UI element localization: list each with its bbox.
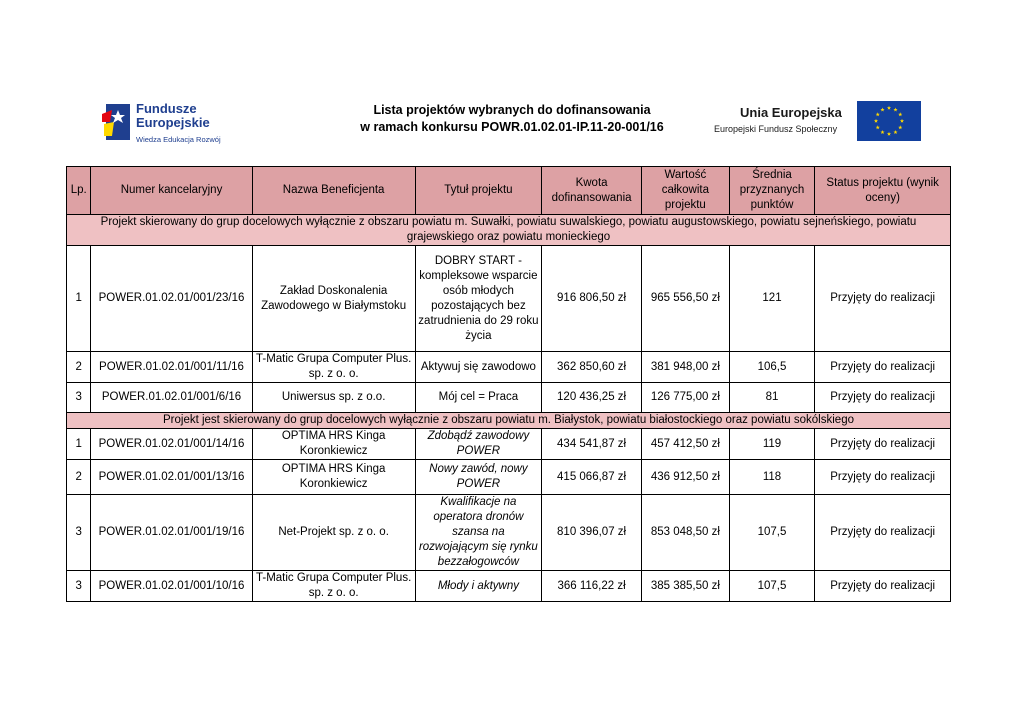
- cell-title: Mój cel = Praca: [415, 383, 541, 413]
- cell-points: 121: [729, 246, 815, 352]
- cell-total: 126 775,00 zł: [642, 383, 730, 413]
- cell-points: 118: [729, 460, 815, 495]
- cell-funding: 434 541,87 zł: [542, 429, 642, 460]
- cell-lp: 2: [67, 460, 91, 495]
- col-header-title: Tytuł projektu: [415, 167, 541, 215]
- cell-number: POWER.01.02.01/001/10/16: [91, 571, 252, 602]
- cell-total: 436 912,50 zł: [642, 460, 730, 495]
- title-line-1: Lista projektów wybranych do dofinansowania: [373, 103, 651, 117]
- table-row: [67, 571, 951, 602]
- table-header-row: [67, 167, 951, 215]
- cell-lp: 3: [67, 383, 91, 413]
- fe-logo-line2: Europejskie: [136, 115, 210, 130]
- cell-number: POWER.01.02.01/001/14/16: [91, 429, 252, 460]
- section-heading: Projekt jest skierowany do grup docelowych wyłącznie z obszaru powiatu m. Białystok, powiatu białostockiego oraz powiatu sokólskiego: [67, 413, 951, 429]
- cell-points: 81: [729, 383, 815, 413]
- cell-number: POWER.01.02.01/001/11/16: [91, 352, 252, 383]
- col-header-status: Status projektu (wynik oceny): [815, 167, 951, 215]
- document-header: [0, 96, 1024, 146]
- cell-funding: 120 436,25 zł: [542, 383, 642, 413]
- cell-beneficiary: T-Matic Grupa Computer Plus. sp. z o. o.: [252, 571, 415, 602]
- cell-title: Młody i aktywny: [415, 571, 541, 602]
- cell-lp: 2: [67, 352, 91, 383]
- cell-total: 457 412,50 zł: [642, 429, 730, 460]
- cell-lp: 3: [67, 571, 91, 602]
- cell-status: Przyjęty do realizacji: [815, 429, 951, 460]
- cell-points: 107,5: [729, 571, 815, 602]
- cell-title: Zdobądź zawodowy POWER: [415, 429, 541, 460]
- cell-status: Przyjęty do realizacji: [815, 246, 951, 352]
- cell-points: 119: [729, 429, 815, 460]
- cell-funding: 415 066,87 zł: [542, 460, 642, 495]
- section-heading-row: [67, 215, 951, 246]
- cell-title: DOBRY START - kompleksowe wsparcie osób młodych pozostających bez zatrudnienia do 29 roku życia: [415, 246, 541, 352]
- cell-total: 965 556,50 zł: [642, 246, 730, 352]
- cell-funding: 366 116,22 zł: [542, 571, 642, 602]
- cell-title: Nowy zawód, nowy POWER: [415, 460, 541, 495]
- cell-lp: 1: [67, 246, 91, 352]
- col-header-points: Średnia przyznanych punktów: [729, 167, 815, 215]
- cell-number: POWER.01.02.01/001/23/16: [91, 246, 252, 352]
- cell-number: POWER.01.02.01/001/6/16: [91, 383, 252, 413]
- unia-europejska-logo: [714, 101, 924, 143]
- fe-logo-tagline: Wiedza Edukacja Rozwój: [136, 135, 221, 144]
- eu-flag-icon: [857, 101, 921, 141]
- table-row: [67, 352, 951, 383]
- cell-beneficiary: Zakład Doskonalenia Zawodowego w Białymstoku: [252, 246, 415, 352]
- col-header-funding: Kwota dofinansowania: [542, 167, 642, 215]
- cell-beneficiary: Uniwersus sp. z o.o.: [252, 383, 415, 413]
- cell-beneficiary: OPTIMA HRS Kinga Koronkiewicz: [252, 460, 415, 495]
- col-header-lp: Lp.: [67, 167, 91, 215]
- col-header-number: Numer kancelaryjny: [91, 167, 252, 215]
- fe-logo-line1: Fundusze: [136, 101, 197, 116]
- table-row: [67, 383, 951, 413]
- cell-total: 381 948,00 zł: [642, 352, 730, 383]
- table-row: [67, 460, 951, 495]
- cell-status: Przyjęty do realizacji: [815, 383, 951, 413]
- cell-beneficiary: OPTIMA HRS Kinga Koronkiewicz: [252, 429, 415, 460]
- table-row: [67, 495, 951, 571]
- cell-points: 106,5: [729, 352, 815, 383]
- cell-status: Przyjęty do realizacji: [815, 495, 951, 571]
- projects-table: [66, 166, 951, 602]
- cell-beneficiary: T-Matic Grupa Computer Plus. sp. z o. o.: [252, 352, 415, 383]
- cell-total: 853 048,50 zł: [642, 495, 730, 571]
- section-heading: Projekt skierowany do grup docelowych wyłącznie z obszaru powiatu m. Suwałki, powiatu suwalskiego, powiatu augustowskiego, powiatu sejneńskiego, powiatu grajewskiego oraz powiatu monieckiego: [67, 215, 951, 246]
- title-line-2: w ramach konkursu POWR.01.02.01-IP.11-20-001/16: [360, 120, 664, 134]
- cell-title: Aktywuj się zawodowo: [415, 352, 541, 383]
- col-header-total: Wartość całkowita projektu: [642, 167, 730, 215]
- cell-points: 107,5: [729, 495, 815, 571]
- cell-beneficiary: Net-Projekt sp. z o. o.: [252, 495, 415, 571]
- table-row: [67, 246, 951, 352]
- cell-funding: 362 850,60 zł: [542, 352, 642, 383]
- cell-title: Kwalifikacje na operatora dronów szansa na rozwojającym się rynku bezzałogowców: [415, 495, 541, 571]
- cell-total: 385 385,50 zł: [642, 571, 730, 602]
- cell-number: POWER.01.02.01/001/13/16: [91, 460, 252, 495]
- cell-lp: 1: [67, 429, 91, 460]
- cell-status: Przyjęty do realizacji: [815, 460, 951, 495]
- section-heading-row: [67, 413, 951, 429]
- cell-status: Przyjęty do realizacji: [815, 352, 951, 383]
- cell-funding: 810 396,07 zł: [542, 495, 642, 571]
- col-header-beneficiary: Nazwa Beneficjenta: [252, 167, 415, 215]
- cell-funding: 916 806,50 zł: [542, 246, 642, 352]
- ue-logo-line2: Europejski Fundusz Społeczny: [714, 124, 838, 134]
- cell-status: Przyjęty do realizacji: [815, 571, 951, 602]
- table-row: [67, 429, 951, 460]
- cell-number: POWER.01.02.01/001/19/16: [91, 495, 252, 571]
- ue-logo-line1: Unia Europejska: [740, 105, 842, 120]
- cell-lp: 3: [67, 495, 91, 571]
